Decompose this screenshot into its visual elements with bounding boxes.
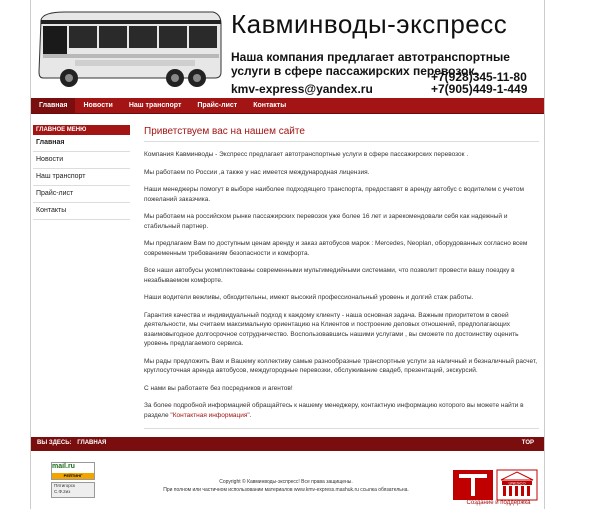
nav-item-news[interactable]: Новости bbox=[83, 102, 113, 109]
header bbox=[31, 0, 544, 97]
mailru-logo-text: mail.ru bbox=[52, 463, 75, 470]
breadcrumb-home-link[interactable]: ГЛАВНАЯ bbox=[77, 440, 107, 446]
breadcrumb-label: ВЫ ЗДЕСЬ: bbox=[37, 440, 72, 446]
paragraph: Компания Кавминводы - Экспресс предлагает автотранспортные услуги в сфере пассажирских перевозок . bbox=[144, 151, 469, 158]
paragraph: Мы рады предложить Вам и Вашему коллективу самые разнообразные транспортные услуги за наличный и безналичный расчет, круглосуточная аренда автобусов, междугородные перевозки, обслуживание свадеб, презентаций, экскурсий. bbox=[144, 357, 538, 374]
paragraph: Наши водители вежливы, обходительны, имеют высокий профессиональный уровень и долгий стаж работы. bbox=[144, 294, 474, 301]
mailru-rating-label: РЕЙТИНГ bbox=[52, 473, 94, 479]
unesco-label: UNESCO bbox=[508, 480, 526, 486]
bus-image bbox=[35, 4, 225, 92]
slogan: Наша компания предлагает автотранспортные услуги в сфере пассажирских перевозок. bbox=[231, 50, 510, 78]
copyright-text: Copyright © Кавминводы-экспресс! Все права защищены. bbox=[219, 479, 353, 485]
back-to-top-link[interactable]: TOP bbox=[521, 440, 534, 446]
paragraph: С нами вы работаете без посредников и агентов! bbox=[144, 384, 293, 392]
mailru-rating-badge[interactable] bbox=[51, 462, 95, 480]
page bbox=[30, 0, 545, 509]
paragraph: Мы предлагаем Вам по доступным ценам аренду и заказ автобусов марок : Mercedes, Neoplan, оборудованных согласно всем современным требованиям безопасности и комфорта. bbox=[144, 240, 528, 257]
counter-line-1: Пятигорск bbox=[54, 483, 76, 488]
copyright bbox=[141, 478, 431, 494]
pyatigorsk-counter-badge[interactable] bbox=[51, 482, 95, 498]
page-title: Приветствуем вас на нашем сайте bbox=[144, 126, 539, 142]
sidebar-title: ГЛАВНОЕ МЕНЮ bbox=[33, 125, 130, 135]
contact-info-link[interactable]: "Контактная информация" bbox=[170, 411, 250, 419]
phone-2: +7(905)449-1-449 bbox=[431, 82, 528, 96]
sidebar-item-price[interactable]: Прайс-лист bbox=[33, 186, 130, 203]
developer-label: Создание и поддержка bbox=[466, 500, 531, 506]
top-nav bbox=[31, 98, 544, 114]
email: kmv-express@yandex.ru bbox=[231, 82, 373, 96]
sidebar-item-news[interactable]: Новости bbox=[33, 152, 130, 169]
nav-item-contacts[interactable]: Контакты bbox=[253, 102, 287, 109]
nav-item-home[interactable]: Главная bbox=[31, 98, 75, 113]
nav-item-transport[interactable]: Наш транспорт bbox=[128, 102, 182, 109]
paragraph: Мы работаем по России ,а также у нас имеется международная лицензия. bbox=[144, 168, 370, 176]
paragraph: Наши менеджеры помогут в выборе наиболее подходящего транспорта, предоставят в аренду автобус с водителем с учетом пожеланий заказчика. bbox=[144, 186, 524, 203]
paragraph: Мы работаем на российском рынке пассажирских перевозок уже более 16 лет и зарекомендовали себя как надежный и стабильный партнер. bbox=[144, 213, 508, 230]
sidebar bbox=[33, 125, 130, 220]
copyright-notice: При полном или частичном использовании материалов www.kmv-express.mashuk.ru ссылка обязательна. bbox=[163, 487, 409, 493]
sidebar-item-transport[interactable]: Наш транспорт bbox=[33, 169, 130, 186]
sidebar-item-home[interactable]: Главная bbox=[33, 135, 130, 152]
nav-item-price[interactable]: Прайс-лист bbox=[197, 102, 238, 109]
paragraph-text: За более подробной информацией обращайтесь к нашему менеджеру, контактную информацию которого вы можете найти в разделе bbox=[144, 402, 524, 419]
breadcrumb bbox=[31, 437, 544, 451]
paragraph-end: . bbox=[249, 411, 252, 419]
divider bbox=[144, 428, 539, 429]
paragraph bbox=[144, 401, 539, 420]
paragraph: Все наши автобусы укомплектованы современными мультимедийными системами, что позволит провести вашу поездку в незабываемом комфорте. bbox=[144, 267, 515, 284]
site-title: Кавминводы-экспресс bbox=[231, 9, 508, 39]
phone-1: +7(928)345-11-80 bbox=[431, 70, 527, 84]
counter-line-2: С.Ф.2из bbox=[54, 489, 71, 494]
paragraph: Гарантия качества и индивидуальный подход к каждому клиенту - наша основная задача. Важным приоритетом в своей деятельности, мы считаем максимальную ориентацию на Клиентов и построение деловых отношений, предполагающих взаимовыгодное долгосрочное сотрудничество. Воспользовавшись нашими услугами , вы сможете по достоинству оценить уровень предлагаемого сервиса. bbox=[144, 311, 519, 347]
footer bbox=[31, 452, 544, 509]
sidebar-item-contacts[interactable]: Контакты bbox=[33, 203, 130, 220]
main-content bbox=[144, 126, 539, 429]
